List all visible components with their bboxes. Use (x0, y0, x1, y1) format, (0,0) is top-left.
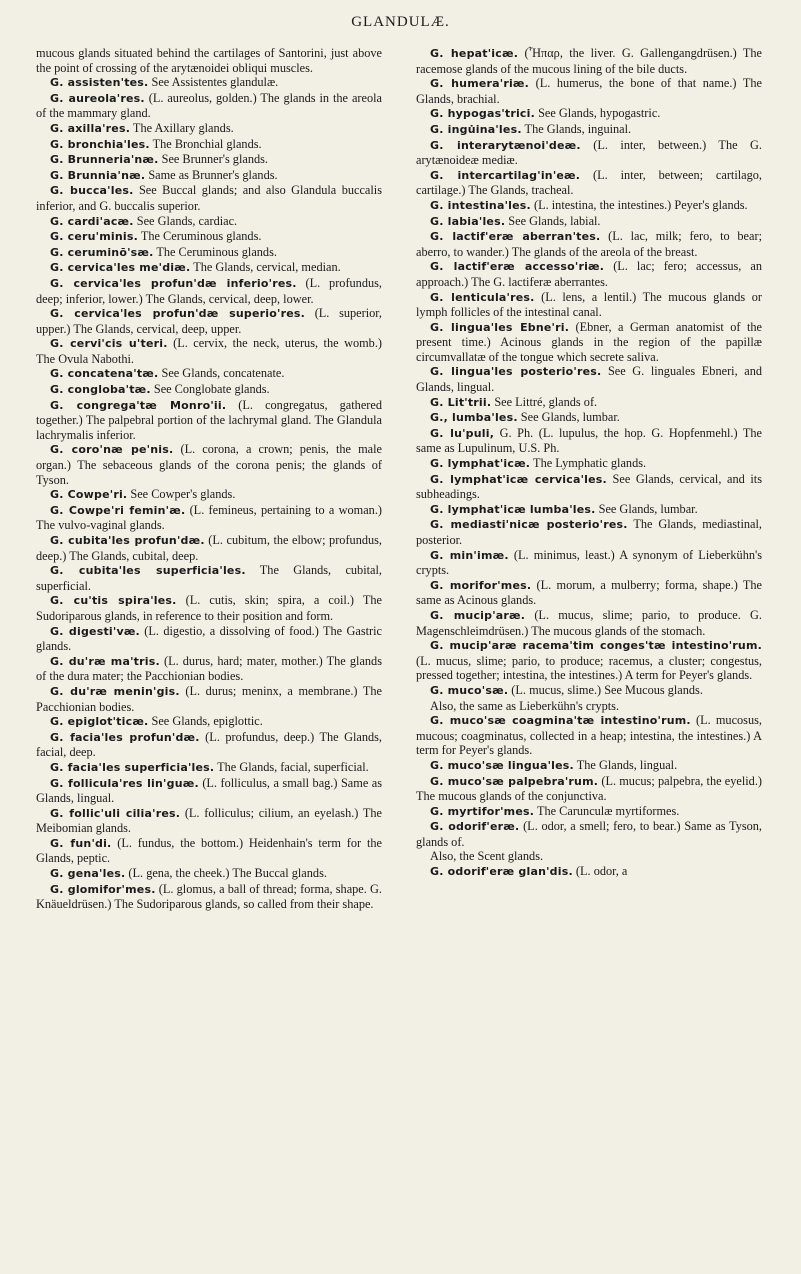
entry-definition: (L. cervix, the neck, uterus, the womb.) The Ovula Nabothi. (36, 336, 383, 366)
entry-headword: G. Brunnia'næ. (50, 168, 146, 182)
entry-headword: G. cu'tis spira'les. (50, 594, 177, 608)
entry-definition: See Glands, labial. (505, 213, 601, 228)
entry-definition: (L. inter, between.) The G. arytænoideæ mediæ. (416, 137, 762, 168)
entry-headword: G. lingua'les Ebne'ri. (430, 320, 570, 334)
right-column (416, 46, 762, 880)
entry-headword: G. facia'les profun'dæ. (50, 730, 200, 744)
entry-definition: The Lymphatic glands. (530, 456, 647, 471)
dictionary-entry (36, 214, 382, 230)
entry-definition: (L. mucus; palpebra, the eyelid.) The mucous glands of the conjunctiva. (416, 773, 763, 804)
dictionary-entry (416, 608, 762, 638)
entry-definition: (L. folliculus, a small bag.) Same as Glands, lingual. (36, 775, 382, 806)
entry-headword: G. follic'uli cilia'res. (50, 806, 181, 820)
entry-definition: (L. mucus, slime; pario, to produce. G. Magenschleimdrüsen.) The mucous glands of the stomach. (416, 607, 762, 638)
dictionary-entry (36, 398, 382, 443)
entry-definition: See Glands, concatenate. (158, 366, 285, 381)
page-header: GLANDULÆ. (351, 14, 450, 30)
entry-headword: G. gena'les. (50, 867, 126, 881)
dictionary-entry (36, 152, 382, 168)
dictionary-entry (36, 260, 382, 276)
dictionary-entry (416, 683, 762, 699)
entry-definition: Also, the Scent glands. (430, 849, 544, 864)
entry-headword: G. mucip'aræ. (430, 608, 526, 622)
dictionary-entry (36, 503, 382, 533)
entry-headword: G. lenticula'res. (430, 290, 535, 304)
entry-definition: Also, the same as Lieberkühn's crypts. (430, 698, 620, 713)
entry-definition: See Glands, lumbar. (517, 410, 620, 425)
entry-definition: (L. profundus, deep.) The Glands, facial, deep. (36, 729, 382, 760)
entry-definition: G. Ph. (L. lupulus, the hop. G. Hopfenmehl.) The same as Lupulinum, U.S. Ph. (416, 425, 762, 456)
dictionary-entry (36, 714, 382, 730)
dictionary-entry (416, 395, 762, 411)
entry-headword: G. lymphat'icæ lumba'les. (430, 502, 596, 516)
dictionary-entry (416, 819, 762, 849)
entry-definition: (L. mucus, slime; pario, to produce; racemus, a cluster; congestus, pressed together; intestina, the intestines.) A term for Peyer's glands. (416, 653, 762, 683)
entry-headword: G. ceruminō'sæ. (50, 245, 154, 259)
entry-headword: G. digesti'væ. (50, 624, 140, 638)
entry-headword: G. muco'sæ. (430, 683, 509, 697)
dictionary-entry (416, 699, 762, 714)
entry-definition: See Brunner's glands. (158, 152, 268, 167)
dictionary-entry (36, 276, 382, 306)
entry-headword: G. cervica'les profun'dæ inferio'res. (50, 276, 297, 290)
entry-headword: G. morifor'mes. (430, 578, 532, 592)
entry-headword: G. min'imæ. (430, 548, 509, 562)
dictionary-entry (36, 684, 382, 714)
dictionary-entry (36, 760, 382, 776)
entry-definition: The Ceruminous glands. (138, 229, 262, 244)
entry-headword: G. myrtifor'mes. (430, 804, 535, 818)
entry-headword: G. intercartilag'in'eæ. (430, 168, 581, 182)
entry-headword: G. cubita'les superficia'les. (50, 564, 246, 578)
entry-definition: (L. corona, a crown; penis, the male organ.) The sebaceous glands of the corona penis; the glands of Tyson. (36, 442, 382, 487)
entry-headword: G. du'ræ ma'tris. (50, 654, 160, 668)
dictionary-entry (416, 290, 762, 320)
entry-definition: (L. mucus, slime.) See Mucous glands. (508, 682, 703, 697)
entry-headword: G. cervi'cis u'teri. (50, 337, 168, 351)
entry-definition: (L. cutis, skin; spira, a coil.) The Sudoriparous glands, in reference to their position and form. (36, 593, 383, 623)
entry-headword: G. odorif'eræ glan'dis. (430, 865, 573, 879)
entry-headword: G. bucca'les. (50, 184, 134, 198)
dictionary-entry (416, 548, 762, 578)
dictionary-entry (36, 183, 382, 213)
entry-headword: G. coro'næ pe'nis. (50, 443, 174, 457)
dictionary-entry (36, 137, 382, 153)
entry-headword: G. lingua'les posterio'res. (430, 365, 602, 379)
dictionary-entry (416, 138, 762, 168)
entry-headword: G. mediasti'nicæ posterio'res. (430, 518, 628, 532)
entry-definition: (L. folliculus; cilium, an eyelash.) The Meibomian glands. (36, 805, 382, 836)
dictionary-entry (36, 442, 382, 487)
dictionary-entry (416, 456, 762, 472)
entry-headword: G. muco'sæ lingua'les. (430, 758, 574, 772)
dictionary-entry (416, 849, 762, 864)
entry-headword: G. Brunneria'næ. (50, 153, 159, 167)
entry-headword: G. axilla'res. (50, 121, 131, 135)
entry-definition: (L. femineus, pertaining to a woman.) The vulvo-vaginal glands. (36, 502, 382, 533)
entry-definition: The Glands, facial, superficial. (214, 759, 369, 774)
entry-definition: (L. intestina, the intestines.) Peyer's glands. (530, 197, 748, 212)
entry-definition: See Glands, hypogastric. (535, 106, 661, 121)
dictionary-entry (416, 472, 762, 502)
entry-definition: (L. superior, upper.) The Glands, cervical, deep, upper. (36, 306, 382, 336)
dictionary-entry (416, 122, 762, 138)
dictionary-entry (36, 366, 382, 382)
entry-headword: G. lactif'eræ accesso'riæ. (430, 260, 605, 274)
entry-definition: (L. odor, a (572, 864, 628, 879)
entry-definition: (L. inter, between; cartilago, cartilage.) The Glands, tracheal. (416, 167, 762, 198)
entry-headword: G. congrega'tæ Monro'ii. (50, 398, 227, 412)
entry-definition: (L. profundus, deep; inferior, lower.) The Glands, cervical, deep, lower. (36, 275, 382, 306)
entry-definition: See Glands, cardiac. (133, 213, 238, 228)
dictionary-entry (416, 410, 762, 426)
entry-headword: G. cervica'les me'diæ. (50, 261, 191, 275)
dictionary-entry (36, 487, 382, 503)
entry-headword: G. odorif'eræ. (430, 820, 520, 834)
entry-definition: (L. mucosus, mucous; coagminatus, collected in a heap; intestina, the intestines.) A term for Peyer's glands. (416, 713, 762, 758)
dictionary-entry (36, 245, 382, 261)
dictionary-entry (36, 563, 382, 593)
entry-headword: G. cardi'acæ. (50, 214, 134, 228)
entry-headword: G. concatena'tæ. (50, 367, 159, 381)
entry-definition: Same as Brunner's glands. (145, 167, 278, 182)
entry-headword: G. labia'les. (430, 214, 506, 228)
dictionary-entry (416, 198, 762, 214)
entry-headword: G. muco'sæ coagmina'tæ intestino'rum. (430, 714, 691, 728)
dictionary-entry (36, 882, 382, 912)
entry-definition: (L. gena, the cheek.) The Buccal glands. (125, 866, 327, 881)
entry-definition: (L. congregatus, gathered together.) The palpebral portion of the lachrymal gland. The Glandula lachrymalis inferior. (36, 397, 382, 442)
entry-headword: G. hypogas'trici. (430, 107, 536, 121)
entry-headword: G. lactif'eræ aberran'tes. (430, 230, 601, 244)
entry-definition: The Ceruminous glands. (153, 244, 277, 259)
dictionary-entry (36, 730, 382, 760)
entry-definition: The Glands, inguinal. (521, 121, 632, 136)
entry-headword: G. hepat'icæ. (430, 47, 519, 60)
entry-definition: (L. lac; fero; accessus, an approach.) The G. lactiferæ aberrantes. (416, 259, 763, 289)
entry-definition: (L. durus, hard; mater, mother.) The glands of the dura mater; the Pacchionian bodies. (36, 653, 382, 684)
entry-definition: See Littré, glands of. (491, 394, 598, 409)
dictionary-entry (36, 121, 382, 137)
dictionary-entry (416, 804, 762, 820)
entry-definition: See Conglobate glands. (150, 382, 270, 397)
entry-headword: G. ingu̇ina'les. (430, 122, 522, 136)
entry-definition: (L. odor, a smell; fero, to bear.) Same as Tyson, glands of. (416, 819, 762, 849)
dictionary-entry (36, 75, 382, 91)
dictionary-entry (36, 836, 382, 866)
entry-definition: (L. aureolus, golden.) The glands in the areola of the mammary gland. (36, 90, 382, 121)
entry-headword: G. follicula'res lin'guæ. (50, 776, 199, 790)
entry-definition: The Carunculæ myrtiformes. (534, 803, 680, 818)
entry-headword: G. aureola'res. (50, 91, 145, 105)
dictionary-entry (36, 46, 382, 75)
dictionary-entry (36, 654, 382, 684)
dictionary-entry (416, 502, 762, 518)
entry-definition: See Cowper's glands. (127, 487, 236, 502)
entry-definition: (L. glomus, a ball of thread; forma, shape. G. Knäueldrüsen.) The Sudoriparous glands, so called from their shape. (36, 881, 382, 912)
entry-definition: The Bronchial glands. (149, 136, 262, 151)
entry-headword: G. cervica'les profun'dæ superio'res. (50, 307, 305, 321)
dictionary-entry (416, 517, 762, 547)
dictionary-entry (36, 306, 382, 336)
entry-headword: G. Cowpe'ri. (50, 488, 128, 502)
dictionary-entry (416, 214, 762, 230)
entry-definition: mucous glands situated behind the cartilages of Santorini, just above the point of crossing of the arytænoidei obliqui muscles. (36, 46, 382, 75)
entry-definition: (Ἧπαρ, the liver. G. Gallengangdrüsen.) The racemose glands of the mucous lining of the bile ducts. (416, 46, 762, 76)
entry-headword: G. intestina'les. (430, 198, 531, 212)
dictionary-entry (36, 806, 382, 836)
entry-headword: G. congloba'tæ. (50, 383, 151, 397)
entry-definition: The Glands, mediastinal, posterior. (416, 517, 762, 547)
entry-definition: See Glands, lumbar. (595, 501, 698, 516)
entry-definition: See G. linguales Ebneri, and Glands, lingual. (416, 364, 762, 395)
left-column (36, 46, 382, 912)
entry-headword: G. Cowpe'ri femin'æ. (50, 503, 186, 517)
dictionary-entry (416, 426, 762, 456)
dictionary-entry (416, 864, 762, 880)
entry-definition: The Axillary glands. (130, 120, 234, 135)
entry-headword: G. Lit'trii. (430, 395, 492, 409)
entry-headword: G. muco'sæ palpebra'rum. (430, 774, 599, 788)
entry-definition: (L. minimus, least.) A synonym of Lieberkühn's crypts. (416, 547, 762, 578)
entry-definition: The Glands, cervical, median. (190, 260, 341, 275)
dictionary-entry (416, 259, 762, 289)
dictionary-entry (416, 638, 762, 683)
dictionary-entry (416, 168, 762, 198)
entry-definition: (L. durus; meninx, a membrane.) The Pacchionian bodies. (36, 683, 382, 714)
entry-definition: See Glands, cervical, and its subheadings. (416, 471, 762, 502)
dictionary-entry (416, 578, 762, 608)
dictionary-entry (416, 106, 762, 122)
entry-headword: G. bronchia'les. (50, 137, 150, 151)
entry-headword: G. glomifor'mes. (50, 882, 156, 896)
dictionary-entry (36, 91, 382, 121)
entry-definition: See Glands, epiglottic. (148, 714, 263, 729)
entry-definition: (L. fundus, the bottom.) Heidenhain's term for the Glands, peptic. (36, 835, 382, 866)
entry-definition: The Glands, cubital, superficial. (36, 563, 382, 593)
dictionary-entry (416, 758, 762, 774)
entry-definition: (L. lens, a lentil.) The mucous glands or lymph follicles of the intestinal canal. (416, 289, 762, 320)
entry-definition: See Assistentes glandulæ. (148, 75, 279, 90)
dictionary-entry (36, 168, 382, 184)
dictionary-entry (36, 624, 382, 654)
entry-definition: (L. cubitum, the elbow; profundus, deep.) The Glands, cubital, deep. (36, 533, 382, 563)
dictionary-entry (36, 866, 382, 882)
dictionary-entry (416, 774, 762, 804)
dictionary-entry (416, 364, 762, 394)
entry-headword: G., lumba'les. (430, 411, 518, 425)
dictionary-entry (36, 533, 382, 563)
entry-headword: G. ceru'minis. (50, 230, 139, 244)
entry-headword: G. du'ræ menin'gis. (50, 684, 180, 698)
dictionary-entry (36, 336, 382, 366)
entry-definition: (L. digestio, a dissolving of food.) The Gastric glands. (36, 623, 382, 654)
dictionary-entry (36, 776, 382, 806)
dictionary-entry (36, 382, 382, 398)
entry-headword: G. interarytænoi'deæ. (430, 138, 581, 152)
dictionary-entry (416, 46, 762, 76)
entry-definition: See Buccal glands; and also Glandula buccalis inferior, and G. buccalis superior. (36, 183, 382, 213)
dictionary-entry (416, 76, 762, 106)
entry-definition: (L. humerus, the bone of that name.) The Glands, brachial. (416, 76, 762, 106)
dictionary-entry (416, 713, 762, 758)
entry-headword: G. lymphat'icæ cervica'les. (430, 472, 607, 486)
entry-headword: G. lymphat'icæ. (430, 457, 531, 471)
entry-definition: The Glands, lingual. (573, 757, 678, 772)
entry-headword: G. mucip'aræ racema'tim conges'tæ intestino'rum. (430, 639, 762, 653)
entry-headword: G. humera'riæ. (430, 77, 530, 91)
entry-definition: (L. lac, milk; fero, to bear; aberro, to wander.) The glands of the areola of the breast. (416, 229, 762, 259)
dictionary-entry (416, 229, 762, 259)
dictionary-entry (36, 229, 382, 245)
entry-definition: (L. morum, a mulberry; forma, shape.) The same as Acinous glands. (416, 577, 762, 608)
entry-headword: G. cubita'les profun'dæ. (50, 534, 205, 547)
entry-headword: G. lu'puli, (430, 426, 495, 440)
entry-definition: (Ebner, a German anatomist of the present time.) Acinous glands in the region of the papillæ circumvallatæ of the tongue which secrete saliva. (416, 319, 762, 364)
entry-headword: G. fun'di. (50, 836, 112, 850)
entry-headword: G. facia'les superficia'les. (50, 760, 215, 774)
dictionary-entry (416, 320, 762, 365)
entry-headword: G. assisten'tes. (50, 76, 149, 90)
entry-headword: G. epiglot'ticæ. (50, 715, 149, 729)
dictionary-entry (36, 593, 382, 623)
